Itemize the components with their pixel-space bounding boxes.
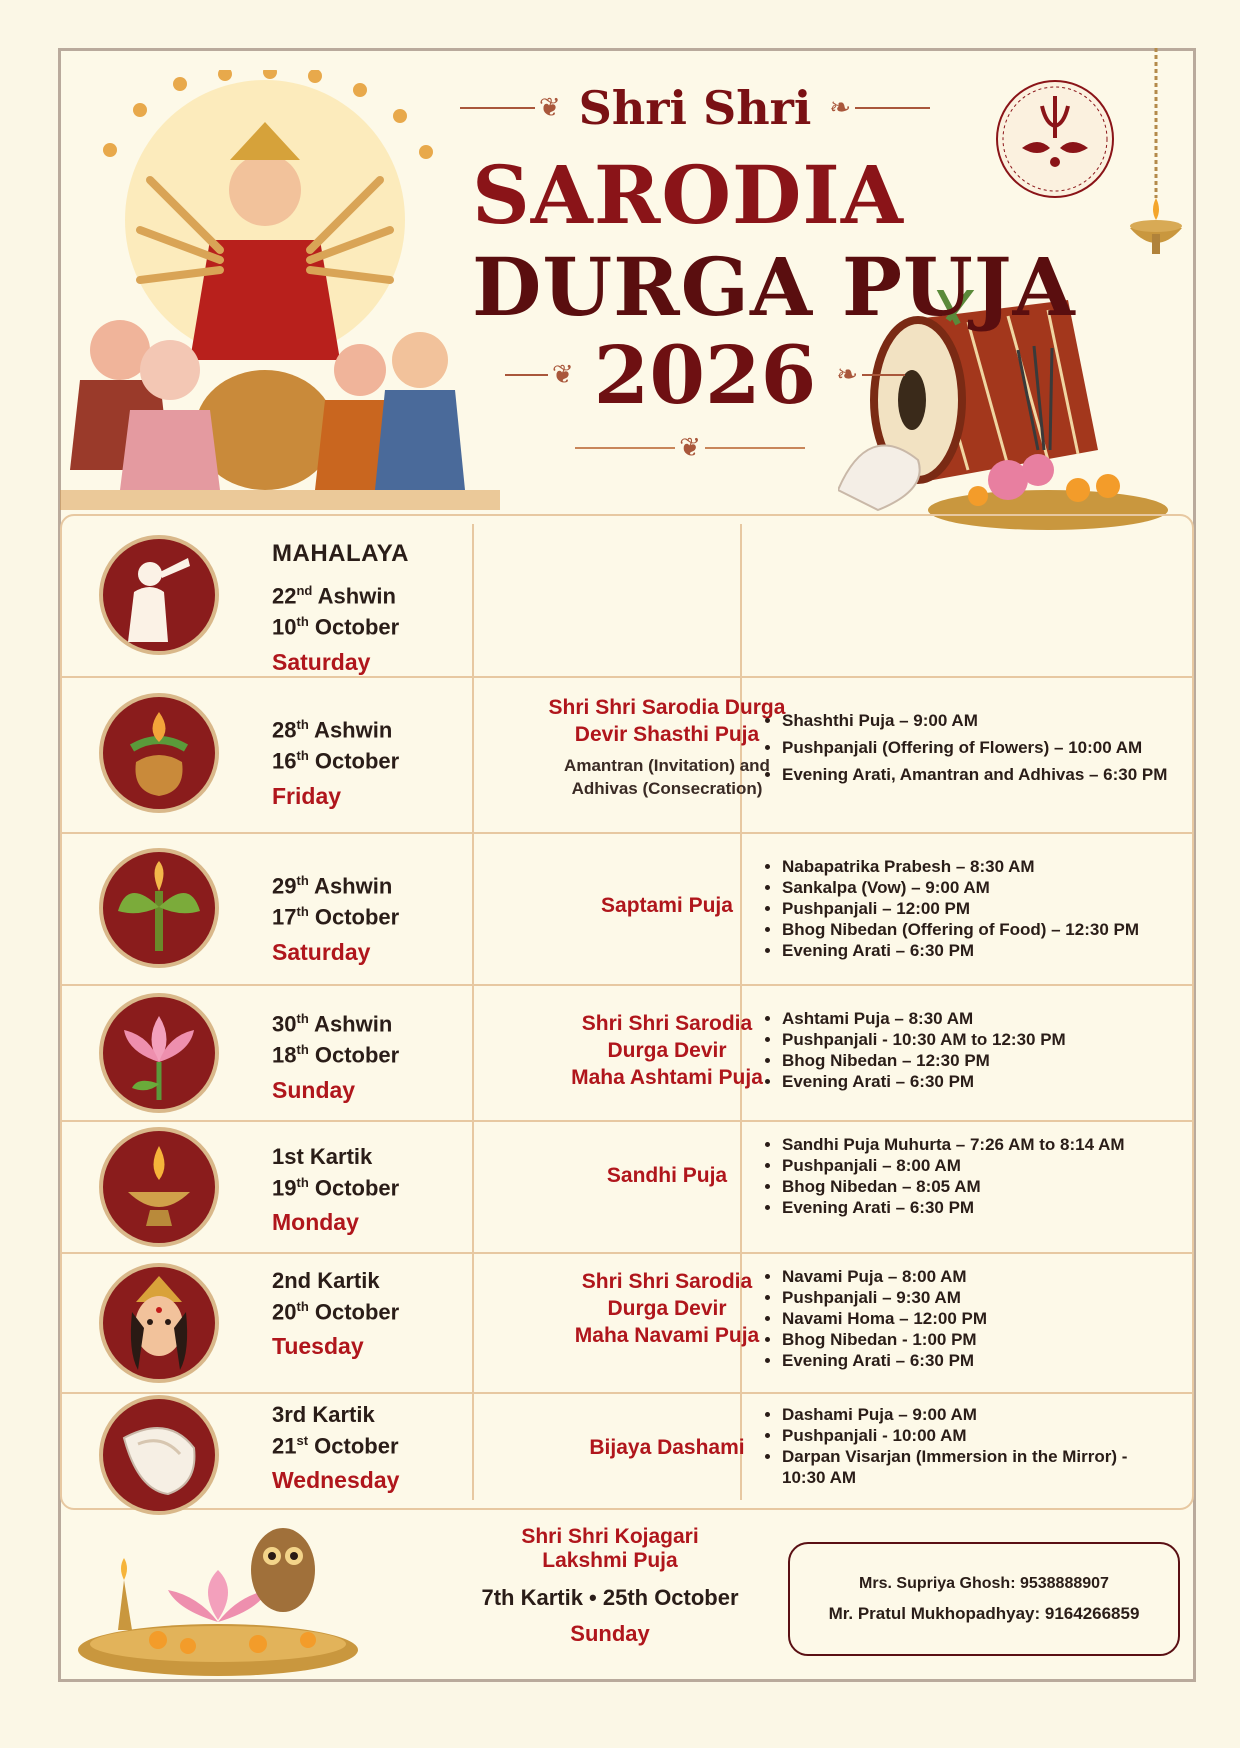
schedule-item: • Pushpanjali – 9:30 AM: [782, 1287, 1196, 1308]
bengali-date: 3rd Kartik: [272, 1402, 375, 1427]
schedule-item: • Navami Puja – 8:00 AM: [782, 1266, 1196, 1287]
schedule-table: [60, 514, 1194, 1510]
ornament-line: [862, 374, 905, 376]
schedule-item: • Bhog Nibedan – 8:05 AM: [782, 1176, 1196, 1197]
weekday: Monday: [272, 1209, 359, 1236]
bengali-date: 28th Ashwin: [272, 717, 393, 743]
trishul-eyes-emblem-icon: [994, 78, 1116, 200]
english-date: 17th October: [272, 904, 400, 930]
schedule-list: [756, 710, 1196, 785]
puja-subtitle: Amantran (Invitation) and Adhivas (Consecration): [564, 756, 770, 798]
hanging-lamp-icon: [1120, 48, 1190, 258]
contact-line: Mr. Pratul Mukhopadhyay: 9164266859: [828, 1604, 1140, 1623]
diya-lamp-icon: [98, 1126, 220, 1248]
kojagari-title-line: Lakshmi Puja: [542, 1549, 678, 1572]
ornament-icon: ❦: [551, 360, 574, 390]
english-date: 20th October: [272, 1299, 400, 1325]
date-block: [272, 540, 522, 676]
ornament-icon: ❧: [836, 360, 859, 390]
schedule-item: • Evening Arati – 6:30 PM: [782, 940, 1196, 961]
weekday: Sunday: [272, 1076, 356, 1103]
weekday: Friday: [272, 782, 342, 809]
shri-text: Shri Shri: [578, 81, 812, 135]
puja-name-line: Durga Devir: [607, 1297, 727, 1320]
bengali-date: 30th Ashwin: [272, 1011, 393, 1037]
english-date: 16th October: [272, 748, 400, 774]
mahalaya-label: MAHALAYA: [272, 540, 409, 567]
banana-plant-icon: [98, 847, 220, 969]
schedule-item: • Navami Homa – 12:00 PM: [782, 1308, 1196, 1329]
schedule-item: • Nabapatrika Prabesh – 8:30 AM: [782, 856, 1196, 877]
conch-shell-icon: [98, 1394, 220, 1516]
weekday: Tuesday: [272, 1333, 364, 1360]
schedule-item: • Pushpanjali (Offering of Flowers) – 10:00 AM: [782, 737, 1196, 758]
puja-name-line: Maha Navami Puja: [574, 1324, 760, 1347]
schedule-row-ashtami: [62, 984, 1192, 1122]
kojagari-title-line: Shri Shri Kojagari: [521, 1525, 699, 1548]
schedule-item: • Pushpanjali – 8:00 AM: [782, 1155, 1196, 1176]
schedule-list: [756, 1008, 1196, 1092]
weekday: Wednesday: [272, 1467, 400, 1494]
ornament-line: [505, 374, 548, 376]
schedule-list: [756, 856, 1196, 961]
schedule-item: • Pushpanjali – 12:00 PM: [782, 898, 1196, 919]
conch-blower-icon: [98, 534, 220, 656]
schedule-item: • Sandhi Puja Muhurta – 7:26 AM to 8:14 AM: [782, 1134, 1196, 1155]
puja-name-line: Shri Shri Sarodia: [581, 1012, 753, 1035]
schedule-item: • Shashthi Puja – 9:00 AM: [782, 710, 1196, 731]
bengali-date: 22nd Ashwin: [272, 583, 396, 609]
schedule-item: • Evening Arati, Amantran and Adhivas – 6:30 PM: [782, 764, 1196, 785]
schedule-list: [756, 1134, 1196, 1218]
kojagari-date: 7th Kartik • 25th October: [481, 1585, 739, 1610]
schedule-list: [756, 1404, 1196, 1488]
schedule-item: • Pushpanjali - 10:30 AM to 12:30 PM: [782, 1029, 1196, 1050]
english-date: 10th October: [272, 614, 400, 640]
schedule-item: • Evening Arati – 6:30 PM: [782, 1197, 1196, 1218]
schedule-item: • Evening Arati – 6:30 PM: [782, 1071, 1196, 1092]
kojagari-day: Sunday: [570, 1621, 650, 1646]
schedule-item: • Sankalpa (Vow) – 9:00 AM: [782, 877, 1196, 898]
schedule-item: • Pushpanjali - 10:00 AM: [782, 1425, 1196, 1446]
english-date: 18th October: [272, 1042, 400, 1068]
schedule-item: • Darpan Visarjan (Immersion in the Mirror) - 10:30 AM: [782, 1446, 1142, 1488]
schedule-row-dashami: [62, 1392, 1192, 1508]
schedule-item: • Ashtami Puja – 8:30 AM: [782, 1008, 1196, 1029]
ornament-line: [460, 107, 535, 109]
contact-line: Mrs. Supriya Ghosh: 9538888907: [859, 1575, 1109, 1592]
date-block: [272, 1144, 522, 1236]
english-date: 21st October: [272, 1433, 399, 1459]
durga-deity-illustration: [60, 70, 500, 510]
schedule-list: [756, 1266, 1196, 1371]
kalash-icon: [98, 692, 220, 814]
english-date: 19th October: [272, 1175, 400, 1201]
schedule-item: • Bhog Nibedan (Offering of Food) – 12:30 PM: [782, 919, 1196, 940]
puja-name-line: Saptami Puja: [601, 894, 733, 917]
schedule-item: • Evening Arati – 6:30 PM: [782, 1350, 1196, 1371]
puja-name-line: Shri Shri Sarodia Durga: [548, 696, 786, 719]
schedule-row-saptami: [62, 832, 1192, 986]
puja-thali-owl-illustration: [68, 1510, 368, 1680]
ornament-icon: ❧: [829, 93, 852, 123]
puja-name-line: Bijaya Dashami: [589, 1436, 745, 1459]
bengali-date: 1st Kartik: [272, 1144, 373, 1169]
bengali-date: 2nd Kartik: [272, 1268, 380, 1293]
puja-name-line: Maha Ashtami Puja: [571, 1066, 763, 1089]
schedule-row-mahalaya: [62, 516, 1192, 678]
weekday: Saturday: [272, 938, 371, 965]
ornament-icon: ❦: [679, 433, 701, 463]
puja-name-line: Durga Devir: [607, 1039, 727, 1062]
ornament-line: [705, 447, 805, 449]
ornament-icon: ❦: [538, 93, 561, 123]
kojagari-lakshmi-puja: [470, 1525, 750, 1647]
year-heading: [505, 330, 905, 420]
schedule-row-navami: [62, 1252, 1192, 1394]
puja-name-line: Devir Shasthi Puja: [574, 723, 760, 746]
puja-name-line: Shri Shri Sarodia: [581, 1270, 753, 1293]
title-durga-puja: DURGA PUJA: [472, 240, 1076, 334]
puja-name-line: Sandhi Puja: [606, 1164, 728, 1187]
schedule-row-sandhi: [62, 1120, 1192, 1254]
shri-shri-heading: [460, 78, 930, 138]
title-underline-ornament: [575, 433, 805, 463]
schedule-item: • Bhog Nibedan - 1:00 PM: [782, 1329, 1196, 1350]
title-sarodia: SARODIA: [472, 148, 904, 242]
schedule-item: • Bhog Nibedan – 12:30 PM: [782, 1050, 1196, 1071]
ornament-line: [575, 447, 675, 449]
lotus-icon: [98, 992, 220, 1114]
contact-box: [788, 1542, 1180, 1656]
year-text: 2026: [593, 328, 817, 422]
schedule-row-shasthi: [62, 676, 1192, 834]
schedule-item: • Dashami Puja – 9:00 AM: [782, 1404, 1196, 1425]
goddess-face-icon: [98, 1262, 220, 1384]
weekday: Saturday: [272, 648, 371, 675]
ornament-line: [855, 107, 930, 109]
bengali-date: 29th Ashwin: [272, 873, 393, 899]
